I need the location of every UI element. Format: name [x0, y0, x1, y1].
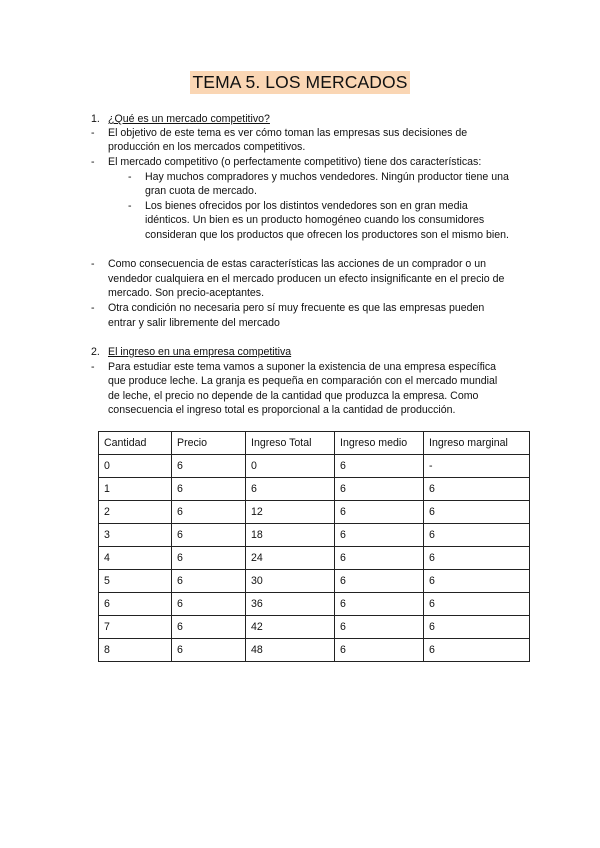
table-cell: 30 [246, 570, 335, 593]
s1-bullet3-line3: mercado. Son precio-aceptantes. [108, 287, 265, 299]
header-precio: Precio [172, 432, 246, 455]
s1-bullet2-line1: El mercado competitivo (o perfectamente competitivo) tiene dos características: [108, 156, 482, 168]
s2-bullet1-line3: de leche, el precio no depende de la cantidad que produzca la empresa. Como [108, 390, 479, 402]
bullet-mark: - [91, 361, 95, 373]
table-cell: 24 [246, 547, 335, 570]
header-cantidad: Cantidad [99, 432, 172, 455]
table-row [99, 570, 530, 593]
table-cell: 36 [246, 593, 335, 616]
s1-sub1-line1: Hay muchos compradores y muchos vendedores. Ningún productor tiene una [145, 171, 509, 183]
table-row [99, 639, 530, 662]
table-cell: - [424, 455, 530, 478]
table-cell: 2 [99, 501, 172, 524]
table-cell: 12 [246, 501, 335, 524]
table-cell: 0 [246, 455, 335, 478]
table-cell: 7 [99, 616, 172, 639]
table-cell: 6 [172, 547, 246, 570]
table-cell: 6 [424, 501, 530, 524]
s2-bullet1-line1: Para estudiar este tema vamos a suponer la existencia de una empresa específica [108, 361, 497, 373]
header-ingreso-total: Ingreso Total [246, 432, 335, 455]
page-title: TEMA 5. LOS MERCADOS [190, 71, 411, 94]
table-cell: 48 [246, 639, 335, 662]
table-cell: 6 [335, 547, 424, 570]
table-cell: 6 [172, 570, 246, 593]
table-cell: 6 [424, 616, 530, 639]
section-1-number: 1. [91, 113, 100, 125]
table-cell: 6 [172, 455, 246, 478]
table-body [99, 455, 530, 662]
table-cell: 6 [335, 593, 424, 616]
section-2-heading: El ingreso en una empresa competitiva [108, 346, 292, 358]
bullet-mark: - [91, 302, 95, 314]
table-cell: 8 [99, 639, 172, 662]
table-cell: 6 [424, 524, 530, 547]
table-cell: 6 [424, 593, 530, 616]
table-cell: 6 [335, 501, 424, 524]
header-ingreso-marginal: Ingreso marginal [424, 432, 530, 455]
table-row [99, 455, 530, 478]
table-cell: 6 [335, 570, 424, 593]
table-cell: 6 [172, 501, 246, 524]
s1-bullet1-line2: producción en los mercados competitivos. [108, 141, 306, 153]
table-cell: 5 [99, 570, 172, 593]
table-cell: 6 [172, 639, 246, 662]
table-cell: 6 [172, 478, 246, 501]
table-cell: 6 [335, 616, 424, 639]
table-row [99, 524, 530, 547]
table-row [99, 547, 530, 570]
table-cell: 6 [246, 478, 335, 501]
table-header-row [99, 432, 530, 455]
table-cell: 6 [335, 478, 424, 501]
header-ingreso-medio: Ingreso medio [335, 432, 424, 455]
s1-sub2-line3: consideran que los productos que ofrecen los productores son el mismo bien. [145, 229, 509, 241]
table-cell: 0 [99, 455, 172, 478]
s1-bullet3-line2: vendedor cualquiera en el mercado producen un efecto insignificante en el precio de [108, 273, 505, 285]
table-cell: 6 [424, 478, 530, 501]
s2-bullet1-line4: consecuencia el ingreso total es proporcional a la cantidad de producción. [108, 404, 456, 416]
table-cell: 3 [99, 524, 172, 547]
table-cell: 6 [335, 455, 424, 478]
s1-sub1-line2: gran cuota de mercado. [145, 185, 257, 197]
table-cell: 6 [172, 616, 246, 639]
s1-bullet1-line1: El objetivo de este tema es ver cómo toman las empresas sus decisiones de [108, 127, 468, 139]
s1-bullet3-line1: Como consecuencia de estas características las acciones de un comprador o un [108, 258, 487, 270]
s1-sub2-line2: idénticos. Un bien es un producto homogéneo cuando los consumidores [145, 214, 485, 226]
table-cell: 42 [246, 616, 335, 639]
revenue-table [98, 431, 530, 662]
sub-bullet-mark: - [128, 171, 132, 183]
s1-sub2-line1: Los bienes ofrecidos por los distintos vendedores son en gran media [145, 200, 468, 212]
bullet-mark: - [91, 127, 95, 139]
section-1-heading: ¿Qué es un mercado competitivo? [108, 113, 270, 125]
table-cell: 18 [246, 524, 335, 547]
table-cell: 6 [172, 524, 246, 547]
table-cell: 6 [424, 639, 530, 662]
bullet-mark: - [91, 258, 95, 270]
s1-bullet4-line2: entrar y salir libremente del mercado [108, 317, 280, 329]
table-row [99, 501, 530, 524]
table-cell: 6 [424, 547, 530, 570]
table-cell: 1 [99, 478, 172, 501]
table-row [99, 593, 530, 616]
table-cell: 6 [99, 593, 172, 616]
table-row [99, 616, 530, 639]
table-cell: 6 [335, 524, 424, 547]
title-wrap [0, 71, 600, 94]
bullet-mark: - [91, 156, 95, 168]
table-row [99, 478, 530, 501]
table-cell: 6 [172, 593, 246, 616]
sub-bullet-mark: - [128, 200, 132, 212]
table-cell: 6 [424, 570, 530, 593]
s2-bullet1-line2: que produce leche. La granja es pequeña en comparación con el mercado mundial [108, 375, 498, 387]
s1-bullet4-line1: Otra condición no necesaria pero sí muy frecuente es que las empresas pueden [108, 302, 485, 314]
section-2-number: 2. [91, 346, 100, 358]
table-cell: 4 [99, 547, 172, 570]
table-cell: 6 [335, 639, 424, 662]
